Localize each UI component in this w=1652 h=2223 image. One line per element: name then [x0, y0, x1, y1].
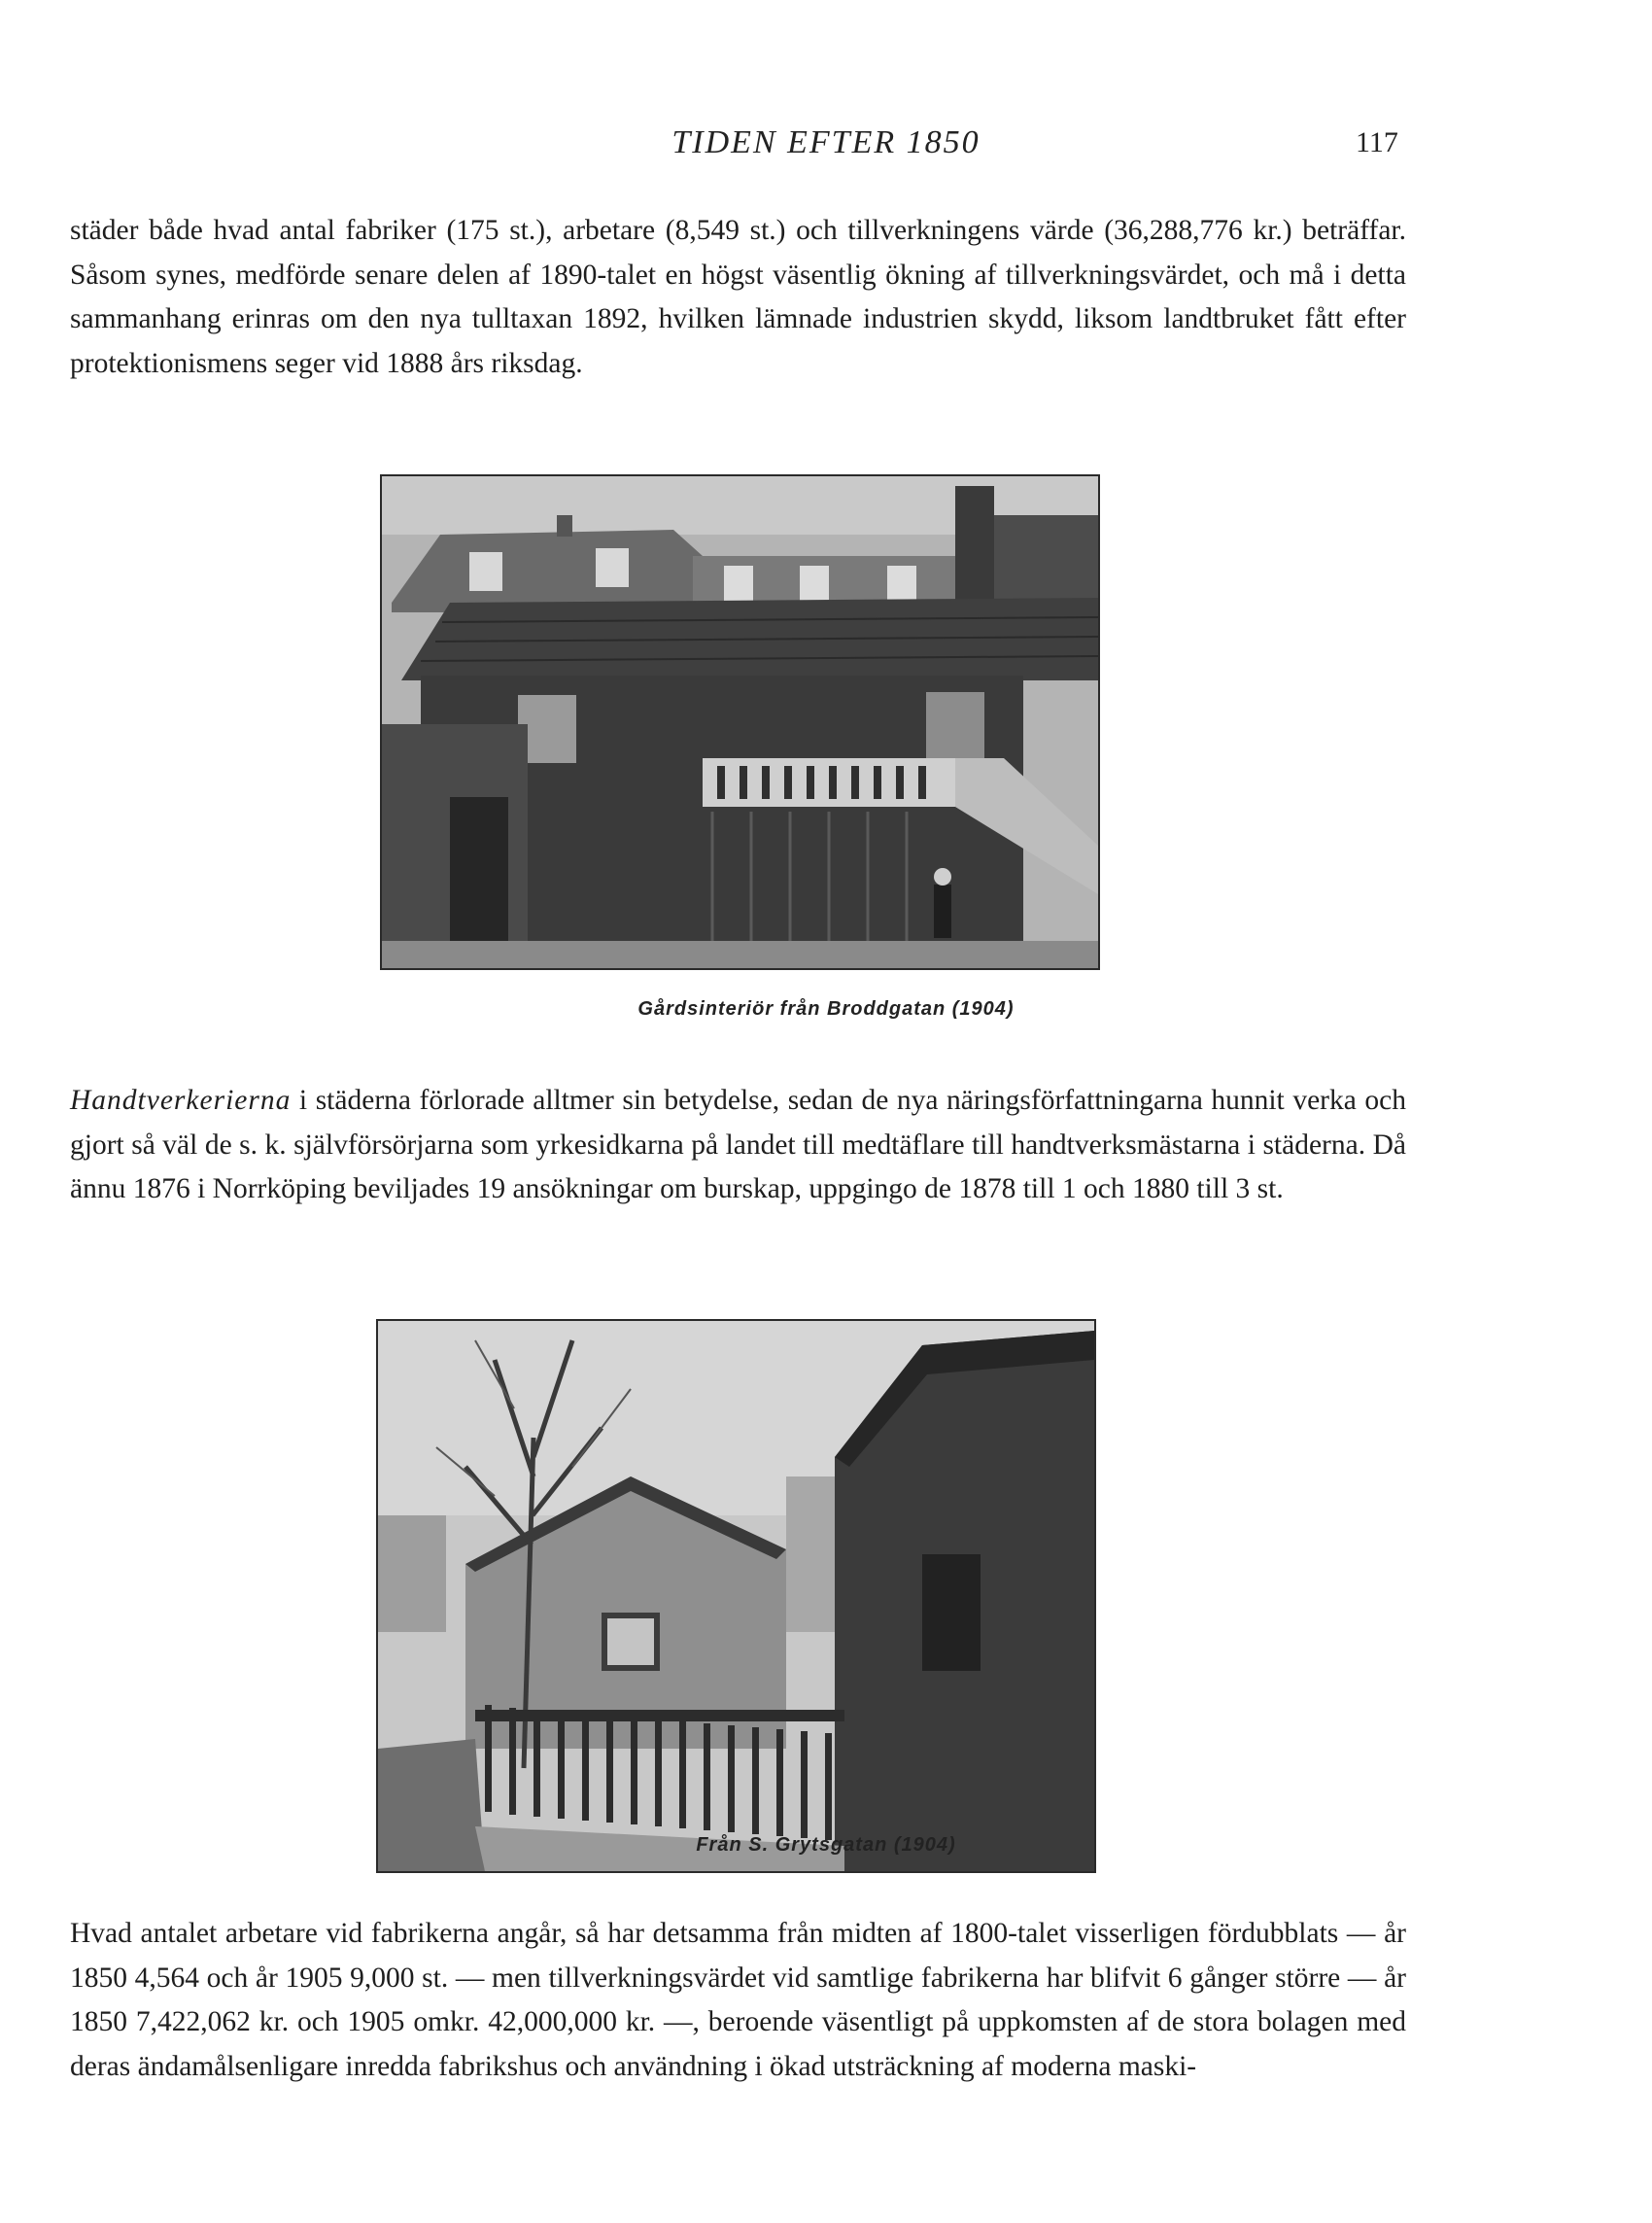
paragraph-1: städer både hvad antal fabriker (175 st.), arbetare (8,549 st.) och tillverkningens värde (36,288,776 kr.) beträffar. Såsom synes, medförde senare delen af 1890-talet en högst väsentlig ökning af tillverkningsvärdet, och må i detta sammanhang erinras om den nya tulltaxan 1892, hvilken lämnade industrien skydd, liksom landtbruket fått efter protektionismens seger vid 1888 års riksdag. [70, 215, 1406, 379]
photo-s-grytsgatan [376, 1319, 1096, 1873]
paragraph-2-text: i städerna förlorade alltmer sin betydelse, sedan de nya näringsförfattningarna hunnit verka och gjort så väl de s. k. självförsörjarna som yrkesidkarna på landet till medtäflare till handtverksmästarna i städerna. Då ännu 1876 i Norrköping beviljades 19 ansökningar om burskap, uppgingo de 1878 till 1 och 1880 till 3 st. [70, 1085, 1406, 1204]
paragraph-2 [70, 1079, 1406, 1212]
courtyard-photo-illustration [382, 476, 1098, 968]
figure-2-caption: Från S. Grytsgatan (1904) [696, 1834, 956, 1856]
paragraph-2-lead-word: Handtverkerierna [70, 1085, 292, 1116]
street-photo-illustration [378, 1321, 1094, 1871]
running-title: TIDEN EFTER 1850 [671, 124, 981, 160]
page-number: 117 [1356, 126, 1398, 158]
photo-courtyard-broddgatan [380, 474, 1100, 970]
figure-1-caption: Gårdsinteriör från Broddgatan (1904) [637, 998, 1015, 1020]
paragraph-3: Hvad antalet arbetare vid fabrikerna angår, så har detsamma från midten af 1800-talet visserligen fördubblats — år 1850 4,564 och år 1905 9,000 st. — men tillverkningsvärdet vid samtlige fabrikerna har blifvit 6 gånger större — år 1850 7,422,062 kr. och 1905 omkr. 42,000,000 kr. —, beroende väsentligt på uppkomsten af de stora bolagen med deras ändamålsenligare inredda fabrikshus och användning i ökad utsträckning af moderna maski- [70, 1918, 1406, 2082]
